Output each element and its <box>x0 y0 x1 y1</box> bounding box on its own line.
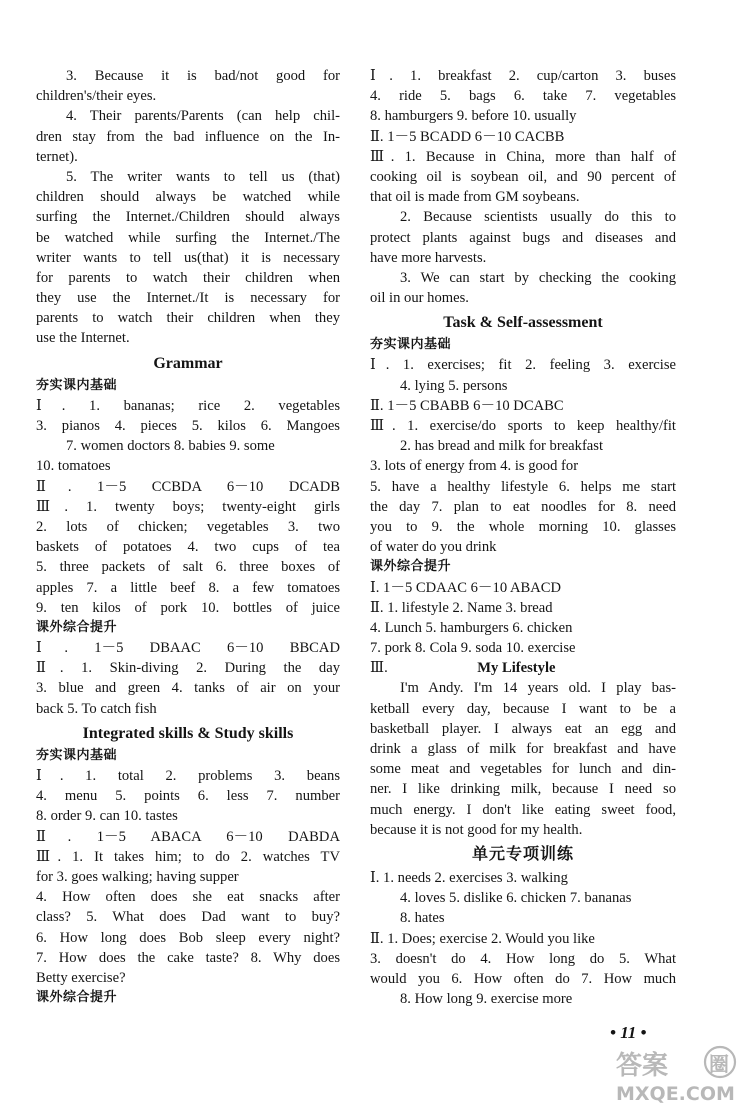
answer-line: 3. pianos 4. pieces 5. kilos 6. Mangoes <box>36 418 340 434</box>
answer-line: Ⅰ. 1. breakfast 2. cup/carton 3. buses <box>370 68 676 84</box>
basics-label: 夯实课内基础 <box>36 747 118 763</box>
answer-line: 6. How long does Bob sleep every night? <box>36 929 340 946</box>
answer-line: 4. loves 5. dislike 6. chicken 7. bananas <box>400 890 632 907</box>
watermark-logo <box>608 1042 746 1104</box>
answer-line: 5. The writer wants to tell us (that) <box>66 168 340 185</box>
answer-line: Ⅰ. 1－5 DBAAC 6－10 BBCAD <box>36 640 340 657</box>
answer-line: 2. Because scientists usually do this to <box>400 209 676 226</box>
answer-line: use the Internet. <box>36 330 130 347</box>
answer-line: Ⅱ. 1－5 CCBDA 6－10 DCADB <box>36 478 340 495</box>
section-heading-unit: 单元专项训练 <box>471 843 574 863</box>
answer-line: Ⅲ. 1. exercise/do sports to keep healthy/fit <box>370 418 676 434</box>
answer-line: 3. doesn't do 4. How long do 5. What <box>370 950 676 967</box>
answer-line: 2. has bread and milk for breakfast <box>400 438 604 455</box>
answer-line: 3. lots of energy from 4. is good for <box>370 458 579 475</box>
extension-label: 课外综合提升 <box>370 559 452 575</box>
answer-line: baskets of potatoes 4. two cups of tea <box>36 539 340 556</box>
answer-line: 7. How does the cake taste? 8. Why does <box>36 949 340 966</box>
answer-line: 5. three packets of salt 6. three boxes of <box>36 559 340 576</box>
answer-line: surfing the Internet./Children should always <box>36 209 340 226</box>
answer-line: 8. hamburgers 9. before 10. usually <box>370 108 577 125</box>
extension-label: 课外综合提升 <box>36 619 118 635</box>
answer-line: have more harvests. <box>370 249 487 266</box>
extension-label: 课外综合提升 <box>36 990 118 1006</box>
answer-line: Ⅱ. 1－5 BCADD 6－10 CACBB <box>370 128 565 145</box>
answer-line: the day 7. plan to eat noodles for 8. need <box>370 498 676 515</box>
right-column <box>370 66 676 1009</box>
answer-line: Ⅰ. 1. bananas; rice 2. vegetables <box>36 397 340 414</box>
answer-line: Ⅱ. 1. lifestyle 2. Name 3. bread <box>370 599 553 616</box>
section-heading-grammar: Grammar <box>153 354 223 372</box>
answer-line: protect plants against bugs and diseases and <box>370 229 676 246</box>
answer-line: Ⅲ. 1. Because in China, more than half of <box>370 148 676 165</box>
answer-line: writer wants to tell us(that) it is necessary <box>36 249 340 266</box>
section-heading-integrated: Integrated skills & Study skills <box>82 724 294 742</box>
essay-prefix: Ⅲ. <box>370 660 388 677</box>
answer-line: Ⅰ. 1－5 CDAAC 6－10 ABACD <box>370 579 562 596</box>
answer-line: ternet). <box>36 148 78 165</box>
answer-line: parents to watch their children when they <box>36 310 340 327</box>
answer-line: Ⅲ. 1. It takes him; to do 2. watches TV <box>36 848 340 865</box>
essay-line: I'm Andy. I'm 14 years old. I play bas- <box>400 680 676 697</box>
answer-line: 8. How long 9. exercise more <box>400 991 573 1008</box>
answer-line: 5. have a healthy lifestyle 6. helps me start <box>370 478 676 495</box>
basics-label: 夯实课内基础 <box>36 377 118 393</box>
essay-line: because it is not good for my health. <box>370 821 583 838</box>
answer-line: you to 9. the whole morning 10. glasses <box>370 518 676 535</box>
answer-line: dren stay from the bad influence on the In- <box>36 128 340 145</box>
answer-line: Ⅲ. 1. twenty boys; twenty-eight girls <box>36 498 340 515</box>
essay-line: ner. I like drinking milk, because I need so <box>370 781 676 798</box>
answer-line: Ⅱ. 1－5 CBABB 6－10 DCABC <box>370 397 564 414</box>
essay-title-line <box>370 658 676 678</box>
essay-line: ketball every day, because I want to be a <box>370 700 676 717</box>
section-heading-task: Task & Self-assessment <box>443 314 603 332</box>
answer-line: 3. We can start by checking the cooking <box>400 269 676 286</box>
answer-line: 9. ten kilos of pork 10. bottles of juice <box>36 599 340 616</box>
answer-line: would you 6. How often do 7. How much <box>370 970 676 987</box>
answer-line: for 3. goes walking; having supper <box>36 868 239 885</box>
watermark-url: MXQE.COM <box>616 1083 735 1104</box>
answer-line: 3. blue and green 4. tanks of air on your <box>36 680 340 697</box>
answer-line: of water do you drink <box>370 539 497 556</box>
answer-line: 2. lots of chicken; vegetables 3. two <box>36 518 340 535</box>
answer-line: 8. hates <box>400 910 445 927</box>
answer-line: back 5. To catch fish <box>36 700 157 717</box>
answer-line: cooking oil is soybean oil, and 90 percent of <box>370 168 676 185</box>
answer-line: 4. lying 5. persons <box>400 377 508 394</box>
answer-line: Ⅱ. 1. Skin-diving 2. During the day <box>36 660 340 677</box>
answer-line: 4. ride 5. bags 6. take 7. vegetables <box>370 88 676 105</box>
answer-line: be watched while surfing the Internet./The <box>36 229 340 246</box>
answer-line: 8. order 9. can 10. tastes <box>36 808 178 825</box>
essay-line: basketball player. I always eat an egg and <box>370 720 676 737</box>
answer-line: 3. Because it is bad/not good for <box>66 68 340 84</box>
answer-line: Ⅰ. 1. needs 2. exercises 3. walking <box>370 869 568 886</box>
answer-line: Ⅱ. 1－5 ABACA 6－10 DABDA <box>36 828 340 845</box>
page-number: • 11 • <box>610 1023 647 1042</box>
essay-line: some meat and vegetables for lunch and din- <box>370 761 676 778</box>
answer-line: children's/their eyes. <box>36 88 157 105</box>
answer-line: 7. women doctors 8. babies 9. some <box>66 438 275 455</box>
answer-line: 4. How often does she eat snacks after <box>36 889 340 906</box>
left-column <box>36 66 340 1008</box>
basics-label: 夯实课内基础 <box>370 337 452 353</box>
answer-line: 4. Lunch 5. hamburgers 6. chicken <box>370 619 573 636</box>
answer-line: Ⅰ. 1. exercises; fit 2. feeling 3. exercise <box>370 357 676 374</box>
answer-line: children should always be watched while <box>36 189 340 206</box>
answer-line: 7. pork 8. Cola 9. soda 10. exercise <box>370 640 576 657</box>
essay-line: much energy. I don't like eating sweet food, <box>370 801 676 818</box>
essay-line: drink a glass of milk for breakfast and have <box>370 741 676 757</box>
answer-line: they use the Internet./It is necessary for <box>36 290 340 307</box>
essay-title: My Lifestyle <box>477 660 556 677</box>
answer-line: 10. tomatoes <box>36 458 111 475</box>
answer-line: 4. Their parents/Parents (can help chil- <box>66 108 340 125</box>
answer-line: Betty exercise? <box>36 969 126 986</box>
watermark-circle-char: 圈 <box>709 1052 729 1076</box>
answer-line: class? 5. What does Dad want to buy? <box>36 909 340 926</box>
watermark-label: 答案 <box>616 1051 669 1081</box>
answer-line: apples 7. a little beef 8. a few tomatoes <box>36 579 340 596</box>
answer-line: for parents to watch their children when <box>36 269 340 286</box>
answer-line: Ⅰ. 1. total 2. problems 3. beans <box>36 768 340 784</box>
answer-line: that oil is made from GM soybeans. <box>370 189 580 206</box>
answer-line: Ⅱ. 1. Does; exercise 2. Would you like <box>370 930 595 947</box>
answer-line: oil in our homes. <box>370 290 469 307</box>
answer-line: 4. menu 5. points 6. less 7. number <box>36 788 340 805</box>
